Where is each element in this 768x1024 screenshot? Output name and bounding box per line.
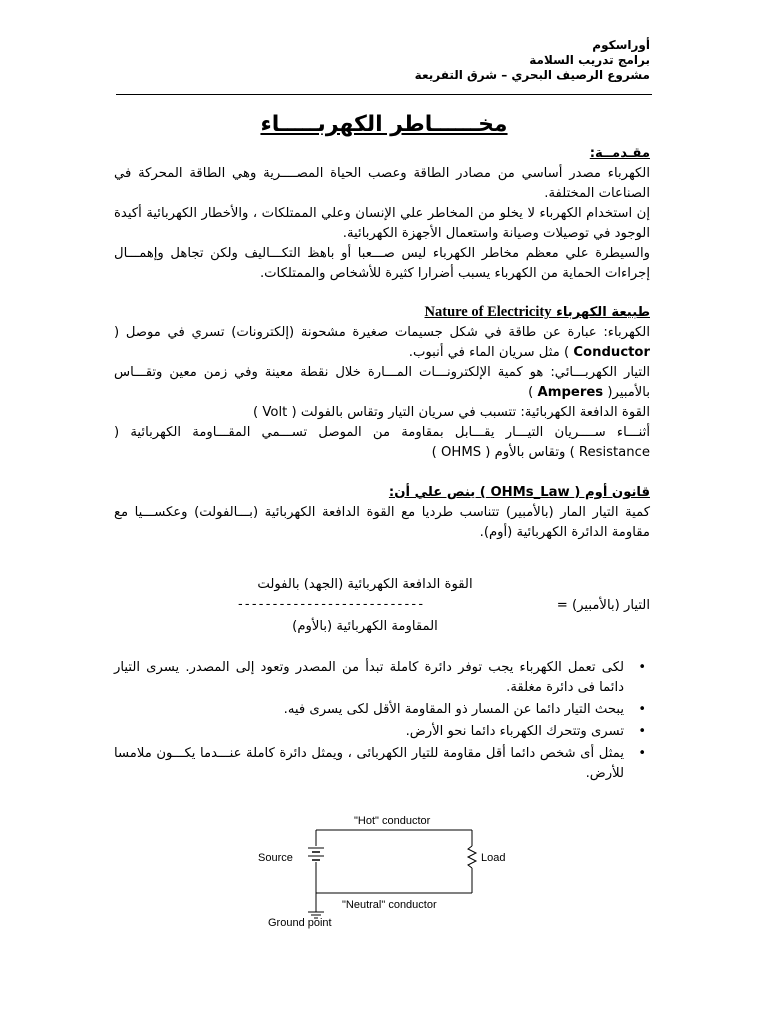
bullet-text: يبحث التيار دائما عن المسار ذو المقاومة الأقل لكى يسرى فيه. [283, 702, 624, 717]
circuit-diagram [250, 808, 506, 929]
nature-heading-ar: طبيعة الكهرباء [556, 305, 650, 320]
header-program: برامج تدريب السلامة [529, 53, 650, 67]
intro-paragraph-1: الكهرباء مصدر أساسي من مصادر الطاقة وعصب الحياة المصــــرية وهي الطاقة المحركة في الصناعات المختلفة. [114, 166, 650, 201]
nature-voltage-definition [114, 403, 650, 423]
ohms-law-statement: كمية التيار المار (بالأمبير) تتناسب طرديا مع القوة الدافعة الكهربائية (بـــالفولت) وعكســـيا مع مقاومة الدائرة الكهربائية (أوم). [114, 505, 650, 540]
current-def-text: التيار الكهربـــائي: هو كمية الإلكترونـــات المـــارة خلال نقطة معينة وفي زمن معين وتقـــاس بالأمبير( [114, 365, 650, 400]
current-def-end: ) [528, 385, 534, 400]
list-item [114, 700, 650, 720]
battery-icon [308, 848, 324, 860]
volt-term: Volt [262, 405, 288, 420]
voltage-def-end: ) [253, 405, 259, 420]
header-divider [116, 94, 652, 95]
resistance-def-end: ) [431, 445, 437, 460]
resistance-term: Resistance [578, 445, 650, 460]
resistor-icon [468, 846, 476, 868]
hot-conductor-label: "Hot" conductor [354, 815, 431, 827]
header-project: مشروع الرصيف البحري – شرق التفريعة [414, 68, 650, 82]
load-label: Load [481, 852, 506, 864]
nature-heading [114, 302, 650, 323]
document-body [114, 144, 650, 543]
nature-electricity-definition [114, 323, 650, 363]
page-title: مخــــــاطر الكهربـــــاء [260, 112, 508, 137]
intro-paragraph-3: والسيطرة علي معظم مخاطر الكهرباء ليس صـــعبا أو باهظ التكـــاليف ولكن تجاهل وإهمـــال إجراءات الحماية من الكهرباء يسبب أضرارا كثيرة للأشخاص والممتلكات. [114, 246, 650, 281]
nature-current-definition [114, 363, 650, 403]
neutral-conductor-label: "Neutral" conductor [342, 899, 437, 911]
electricity-def-end: ) مثل سريان الماء في أنبوب. [408, 345, 570, 360]
resistance-def-mid: ) وتقاس بالأوم ( [485, 445, 575, 460]
header-company: أوراسكوم [592, 38, 650, 52]
bullet-text: تسرى وتتحرك الكهرباء دائما نحو الأرض. [405, 724, 624, 739]
voltage-def-text: القوة الدافعة الكهربائية: تتسبب في سريان التيار وتقاس بالفولت ( [291, 405, 650, 420]
ground-point-label: Ground point [268, 917, 332, 929]
electricity-def-text: الكهرباء: عبارة عن طاقة في شكل جسيمات صغيرة مشحونة (إلكترونات) تسري في موصل ( [114, 325, 650, 340]
ohms-law-formula [180, 577, 650, 641]
list-item [114, 744, 650, 784]
formula-numerator: القوة الدافعة الكهربائية (الجهد) بالفولت [257, 577, 473, 592]
resistance-def-text: أثنـــاء ســــريان التيـــار يقـــابل بمقاومة من الموصل تســـمي المقـــاومة الكهربائية ( [114, 425, 650, 440]
conductor-term: Conductor [573, 345, 650, 360]
rules-bullet-list [114, 658, 650, 786]
ohms-law-heading [114, 483, 650, 503]
nature-heading-en: Nature of Electricity [424, 304, 552, 320]
amperes-term: Amperes [537, 385, 604, 400]
ohms-heading-ar1: قانون أوم ( [574, 485, 650, 500]
intro-heading: مقـدمــة: [589, 146, 650, 161]
bullet-text: لكى تعمل الكهرباء يجب توفر دائرة كاملة تبدأ من المصدر وتعود إلى المصدر. يسرى التيار دائما فى دائرة مغلقة. [114, 660, 624, 695]
list-item [114, 658, 650, 698]
bullet-icon: • [638, 702, 646, 717]
bullet-icon: • [638, 660, 646, 675]
nature-resistance-definition [114, 423, 650, 463]
ohms-heading-ar2: ) ينص علي أن: [388, 485, 486, 500]
formula-fraction-line: --------------------------- [236, 597, 424, 612]
intro-paragraph-2: إن استخدام الكهرباء لا يخلو من المخاطر علي الإنسان وعلي الممتلكات ، والأخطار الكهربائية أكيدة الوجود في توصيلات وصيانة واستعمال الأجهزة الكهربائية. [114, 206, 650, 241]
list-item [114, 722, 650, 742]
bullet-text: يمثل أى شخص دائما أقل مقاومة للتيار الكهربائى ، ويمثل دائرة كاملة عنـــدما يكـــون ملامسا للأرض. [114, 746, 624, 781]
formula-denominator: المقاومة الكهربائية (بالأوم) [292, 619, 438, 634]
formula-lhs: التيار (بالأمبير) = [556, 598, 650, 613]
bullet-icon: • [638, 746, 646, 761]
source-label: Source [258, 852, 293, 864]
ohms-term: OHMS [441, 445, 482, 460]
bullet-icon: • [638, 724, 646, 739]
ohms-heading-en: OHMs_Law [490, 485, 570, 500]
document-header [90, 38, 650, 83]
